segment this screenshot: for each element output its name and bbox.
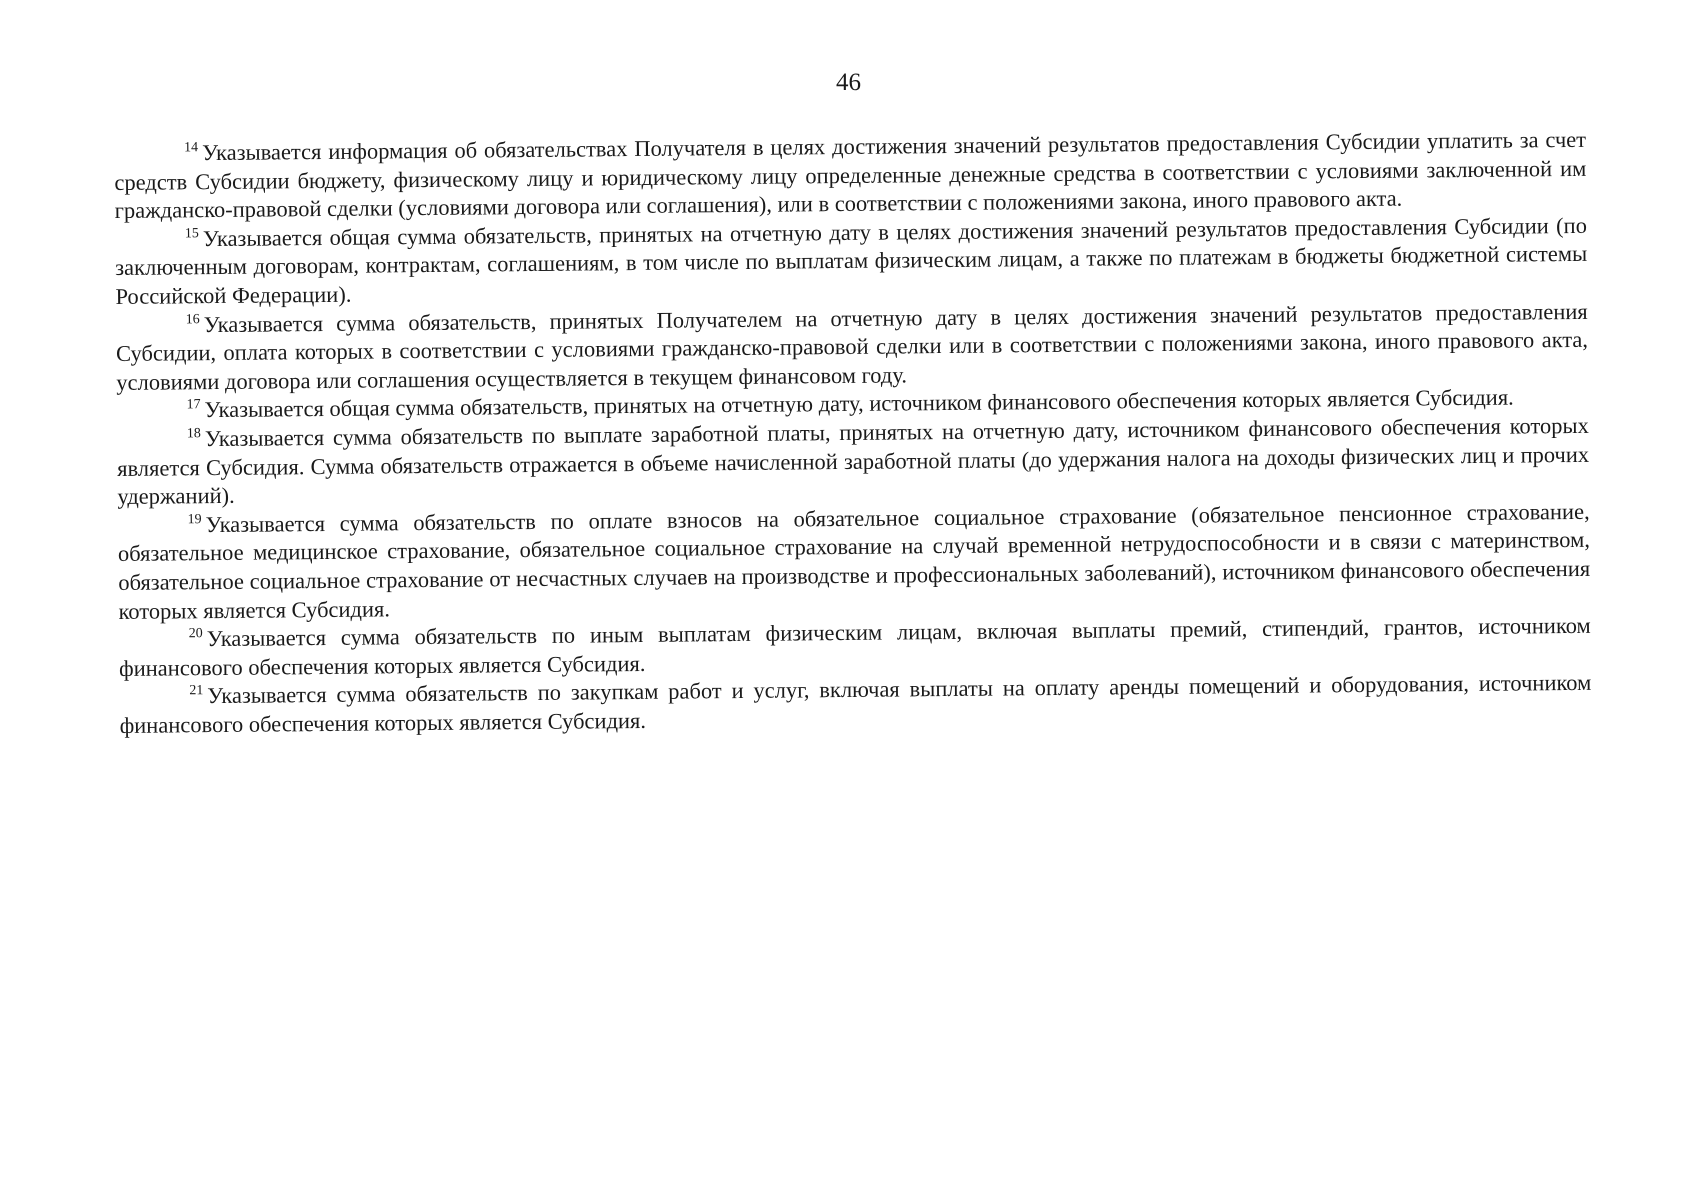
footnote-text: Указывается сумма обязательств, принятых Получателем на отчетную дату в целях достижения значений результатов предоставления Субсидии, оплата которых в соответствии с условиями гражданско-правовой сделки или в соответствии с положениями закона, иного правового акта, условиями договора или соглашения осуществляется в текущем финансовом году. bbox=[115, 298, 1589, 395]
footnotes-list bbox=[114, 126, 1592, 741]
footnote-marker: 15 bbox=[184, 225, 199, 242]
footnote-text: Указывается сумма обязательств по оплате взносов на обязательное социальное страхование (обязательное пенсионное страхование, обязательное медицинское страхование, обязательное социальное страхование на случай временной нетрудоспособности и в связи с материнством, обязательное социальное страхование от несчастных случаев на производстве и профессиональных заболеваний), источником финансового обеспечения которых является Субсидия. bbox=[117, 498, 1591, 624]
footnote-marker: 17 bbox=[186, 397, 201, 413]
footnote-marker: 19 bbox=[187, 511, 202, 528]
footnote-text: Указывается общая сумма обязательств, принятых на отчетную дату в целях достижения значений результатов предоставления Субсидии (по заключенным договорам, контрактам, соглашениям, в том числе по выплатам физическим лицам, а также по платежам в бюджеты бюджетной системы Российской Федерации). bbox=[115, 212, 1588, 309]
footnote-marker: 20 bbox=[188, 626, 203, 642]
footnote-marker: 16 bbox=[185, 311, 200, 327]
footnote-text: Указывается информация об обязательствах Получателя в целях достижения значений результатов предоставления Субсидии уплатить за счет средств Субсидии бюджету, физическому лицу и юридическому лицу определенные денежные средства в соответствии с условиями заключенной им гражданско-правовой сделки (условиями договора или соглашения), или в соответствии с положениями закона, иного правового акта. bbox=[114, 126, 1587, 224]
page-number: 46 bbox=[836, 69, 861, 96]
footnote-marker: 21 bbox=[189, 683, 204, 699]
footnote-text: Указывается общая сумма обязательств, принятых на отчетную дату, источником финансового обеспечения которых является Субсидия. bbox=[204, 384, 1514, 423]
footnote-16 bbox=[116, 297, 1589, 397]
footnote-19 bbox=[118, 498, 1591, 626]
footnote-15 bbox=[115, 212, 1588, 312]
footnote-text: Указывается сумма обязательств по выплате заработной платы, принятых на отчетную дату, источником финансового обеспечения которых является Субсидия. Сумма обязательств отражается в объеме начисленной заработной платы (до удержания налога на доходы физических лиц и прочих удержаний). bbox=[117, 412, 1590, 510]
footnote-text: Указывается сумма обязательств по иным выплатам физическим лицам, включая выплаты премий, стипендий, грантов, источником финансового обеспечения которых является Субсидия. bbox=[118, 612, 1591, 681]
footnote-marker: 18 bbox=[186, 426, 201, 442]
footnote-14 bbox=[114, 126, 1587, 226]
footnote-18 bbox=[117, 412, 1590, 512]
footnote-marker: 14 bbox=[184, 140, 199, 156]
footnote-text: Указывается сумма обязательств по закупкам работ и услуг, включая выплаты на оплату аренды помещений и оборудования, источником финансового обеспечения которых является Субсидия. bbox=[119, 670, 1592, 738]
